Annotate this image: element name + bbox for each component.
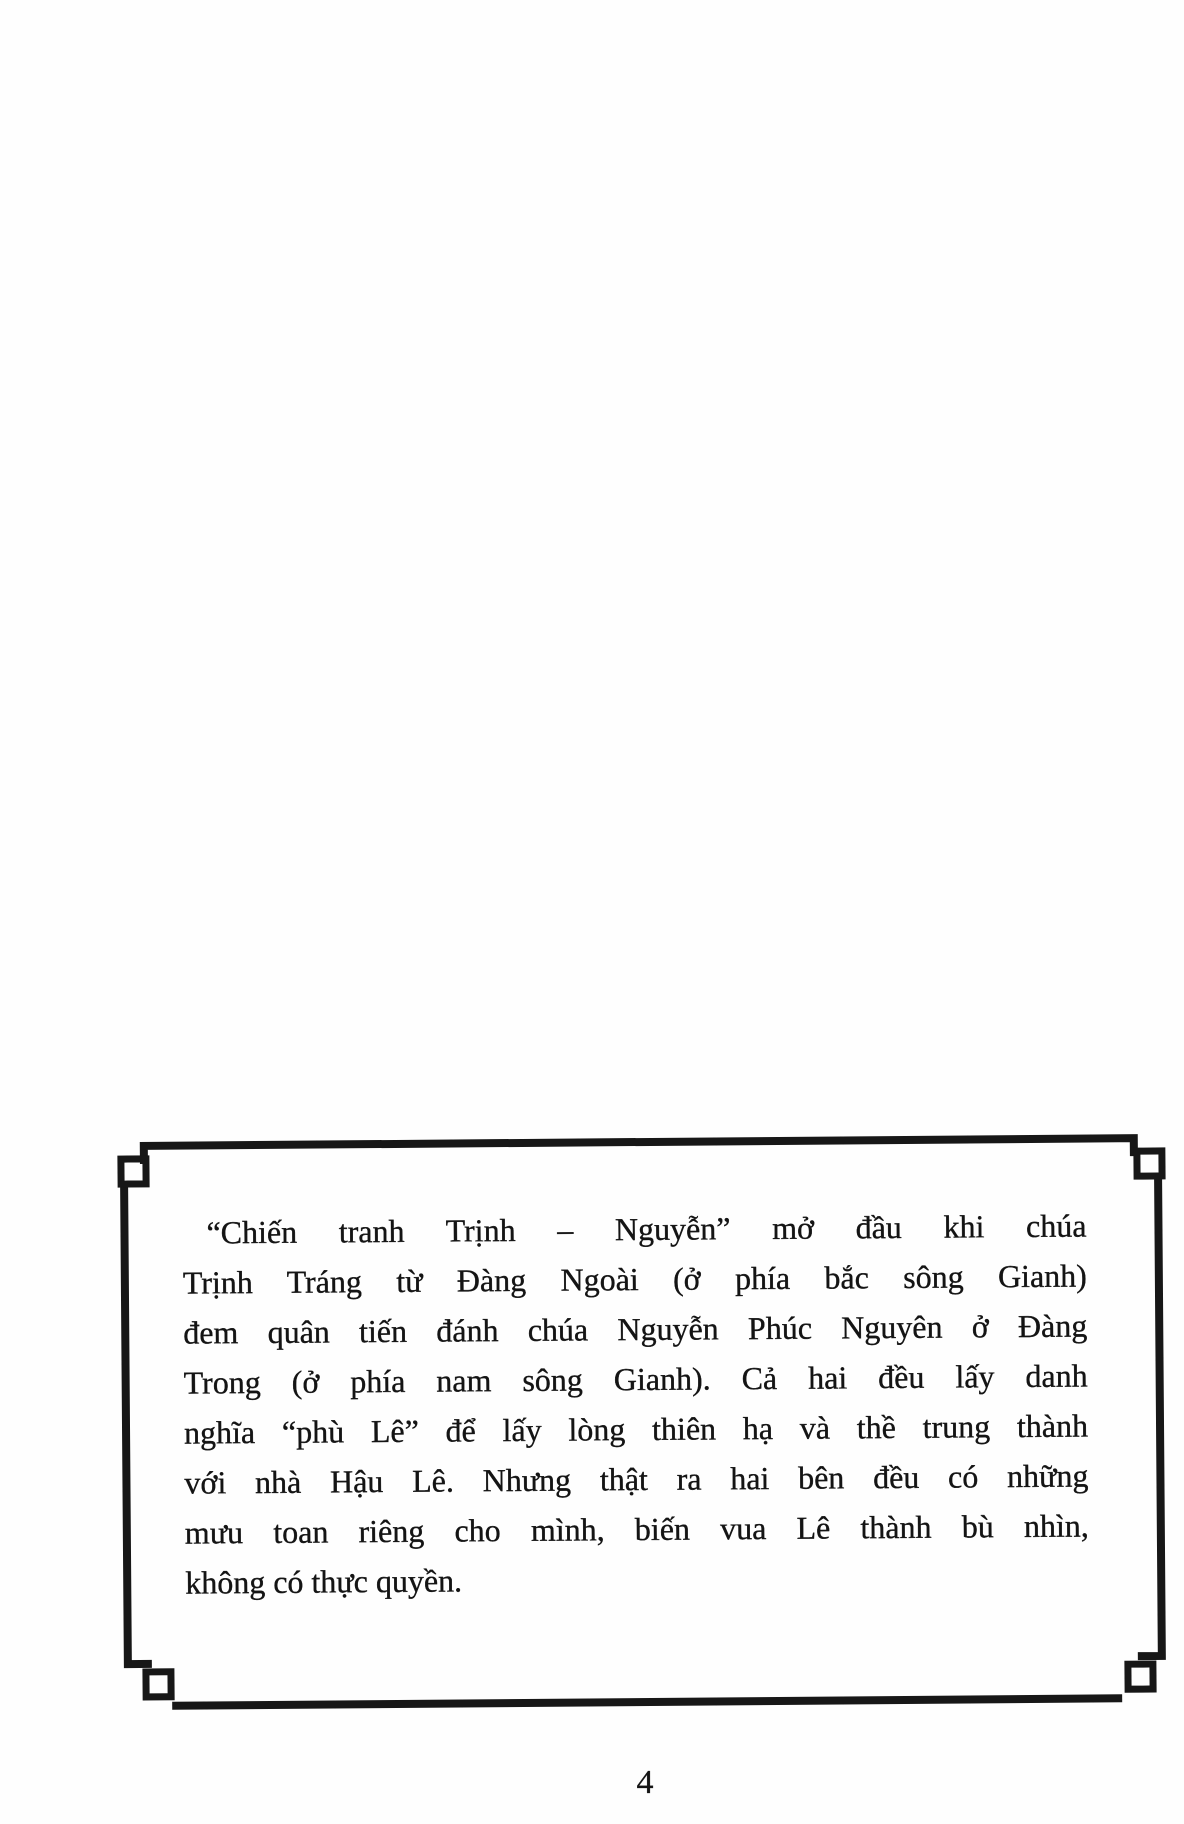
quote-box xyxy=(108,1120,1183,1728)
quote-line: với nhà Hậu Lê. Nhưng thật ra hai bên đều có những xyxy=(184,1457,1089,1501)
frame-bottom-border xyxy=(172,1698,1122,1705)
quote-text xyxy=(182,1201,1089,1608)
quote-line: “Chiến tranh Trịnh – Nguyễn” mở đầu khi chúa xyxy=(206,1207,1087,1251)
quote-line: đem quân tiến đánh chúa Nguyễn Phúc Nguyên ở Đàng xyxy=(183,1307,1088,1351)
quote-line: không có thực quyền. xyxy=(185,1562,463,1601)
corner-ornament-bottom-right xyxy=(1128,1664,1153,1689)
quote-line: Trịnh Tráng từ Đàng Ngoài (ở phía bắc sông Gianh) xyxy=(182,1257,1087,1301)
quote-line: nghĩa “phù Lê” để lấy lòng thiên hạ và thề trung thành xyxy=(183,1407,1089,1451)
quote-line: Trong (ở phía nam sông Gianh). Cả hai đều lấy danh xyxy=(183,1357,1088,1401)
frame-right-border xyxy=(1134,1174,1162,1656)
corner-ornament-bottom-left xyxy=(146,1672,171,1697)
frame-left-border xyxy=(124,1182,152,1664)
page-number: 4 xyxy=(636,1764,654,1801)
corner-ornament-top-right xyxy=(1137,1151,1162,1176)
frame-top-border xyxy=(144,1138,1134,1164)
quote-line: mưu toan riêng cho mình, biến vua Lê thành bù nhìn, xyxy=(184,1507,1089,1551)
